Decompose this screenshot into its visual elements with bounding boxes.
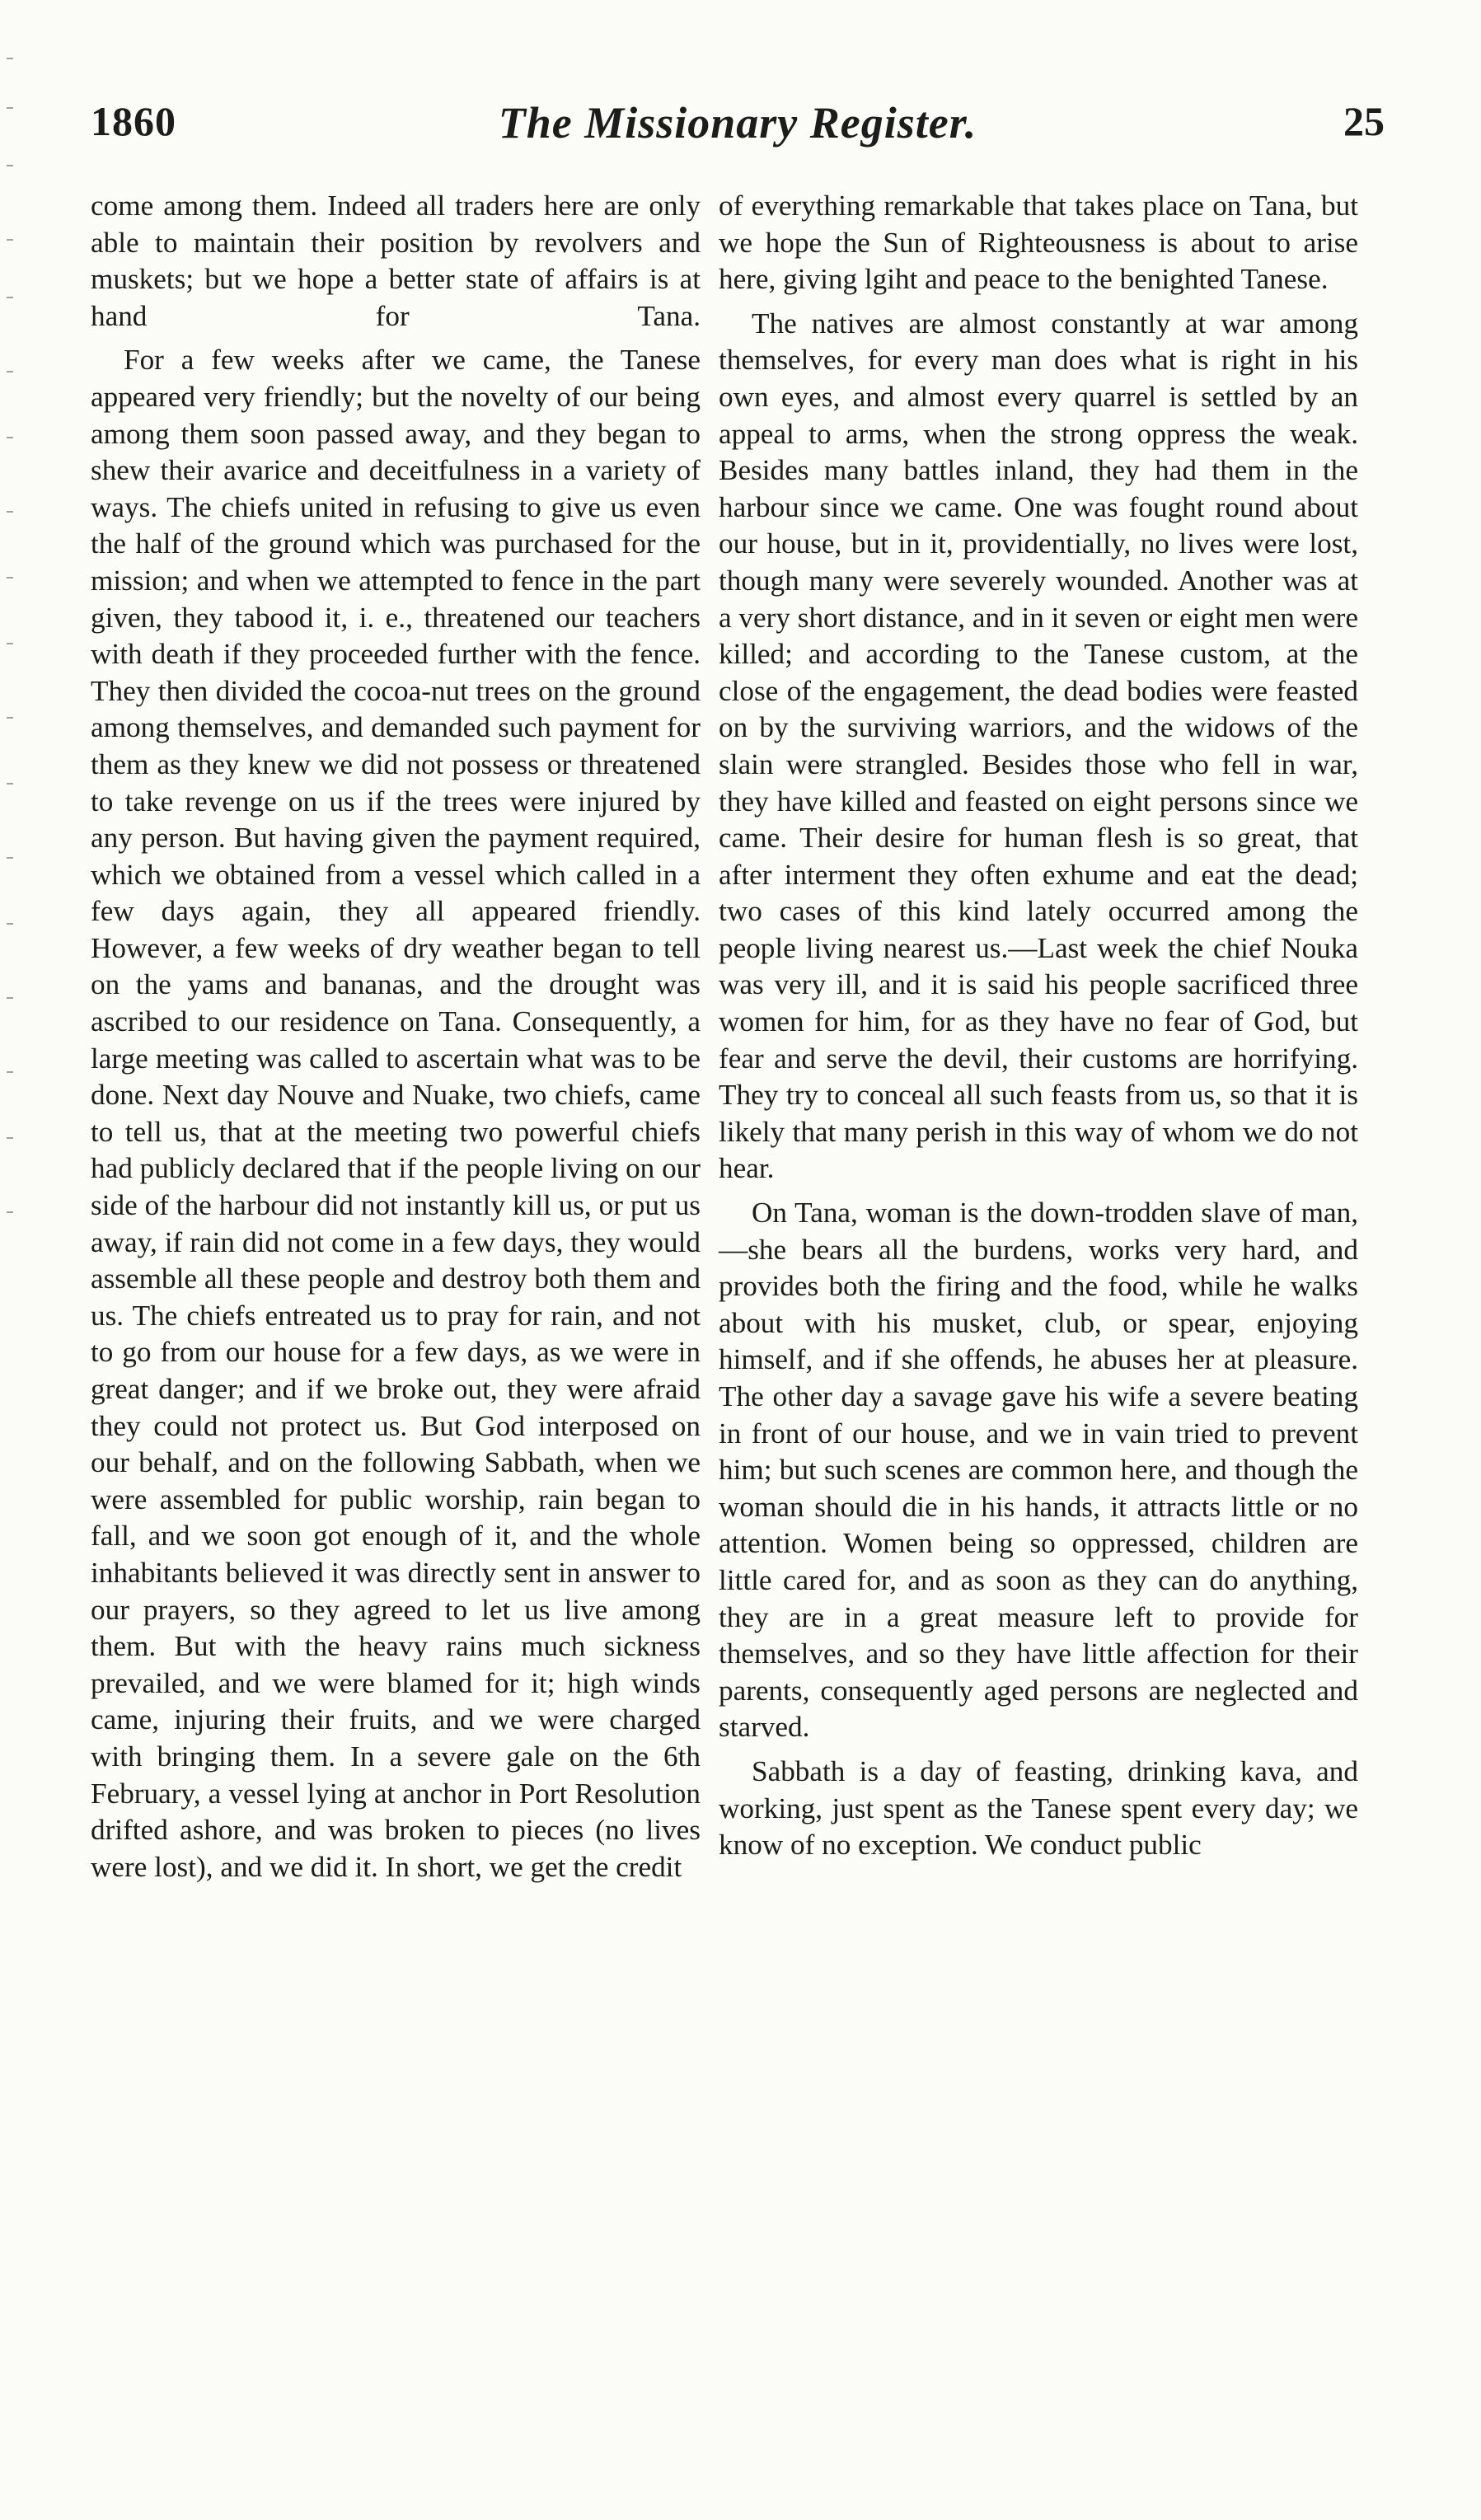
header-title: The Missionary Register. [498,98,977,148]
binding-gutter-marks [7,49,40,2439]
right-paragraph-2: The natives are almost constantly at war among themselves, for every man does what is right in his own eyes, and almost every quarrel is settled by an appeal to arms, when the strong oppress the weak. Besides many battles inland, they had them in the harbour since we came. One was fought round about our house, but in it, providentially, no lives were lost, though many were severely wounded. Another was at a very short distance, and in it seven or eight men were killed; and according to the Tanese custom, at the close of the engagement, the dead bodies were feasted on by the surviving warriors, and the widows of the slain were strangled. Besides those who fell in war, they have killed and feasted on eight persons since we came. Their desire for human flesh is so great, that after interment they often exhume and eat the dead; two cases of this kind lately occurred among the people living nearest us.—Last week the chief Nouka was very ill, and it is said his people sacrificed three women for him, for as they have no fear of God, but fear and serve the devil, their customs are horrifying. They try to conceal all such feasts from us, so that it is likely that many perish in this way of whom we do not hear. [719,307,1358,1185]
running-header [91,97,1385,163]
right-paragraph-1: of everything remarkable that takes place on Tana, but we hope the Sun of Righteousness is about to arise here, giving lgiht and peace to the benighted Tanese. [719,190,1358,296]
header-year: 1860 [91,98,176,144]
right-paragraph-4: Sabbath is a day of feasting, drinking kava, and working, just spent as the Tanese spent every day; we know of no exception. We conduct public [719,1754,1358,1862]
left-column [91,188,701,1893]
left-paragraph-2: For a few weeks after we came, the Tanese appeared very friendly; but the novelty of our being among them soon passed away, and they began to shew their avarice and deceitfulness in a variety of ways. The chiefs united in refusing to give us even the half of the ground which was purchased for the mission; and when we attempted to fence in the part given, they tabood it, i. e., threatened our teachers with death if they proceeded further with the fence. They then divided the cocoa-nut trees on the ground among themselves, and demanded such payment for them as they knew we did not possess or threatened to take revenge on us if the trees were injured by any person. But having given the payment required, which we obtained from a vessel which called in a few days again, they all appeared friendly. However, a few weeks of dry weather began to tell on the yams and bananas, and the drought was ascribed to our residence on Tana. Consequently, a large meeting was called to ascertain what was to be done. Next day Nouve and Nuake, two chiefs, came to tell us, that at the meeting two powerful chiefs had publicly declared that if the people living on our side of the harbour did not instantly kill us, or put us away, if rain did not come in a few days, they would assemble all these people and destroy both them and us. The chiefs entreated us to pray for rain, and not to go from our house for a few days, as we were in great danger; and if we broke out, they were afraid they could not protect us. But God interposed on our behalf, and on the following Sabbath, when we were assembled for public worship, rain began to fall, and we soon got enough of it, and the whole inhabitants believed it was directly sent in answer to our prayers, so they agreed to let us live among them. But with the heavy rains much sickness prevailed, and we were blamed for it; high winds came, injuring their fruits, and we were charged with bringing them. In a severe gale on the 6th February, a vessel lying at anchor in Port Resolution drifted ashore, and was broken to pieces (no lives were lost), and we did it. In short, we get the credit [91,344,701,1883]
right-paragraph-3: On Tana, woman is the down-trodden slave of man,—she bears all the burdens, works very hard, and provides both the firing and the food, while he walks about with his musket, club, or spear, enjoying himself, and if she offends, he abuses her at pleasure. The other day a savage gave his wife a severe beating in front of our house, and we in vain tried to prevent him; but such scenes are common here, and though the woman should die in his hands, it attracts little or no attention. Women being so oppressed, children are little cared for, and as soon as they can do anything, they are in a great measure left to provide for themselves, and so they have little affection for their parents, consequently aged persons are neglected and starved. [719,1197,1358,1744]
right-column [719,188,1358,1871]
left-paragraph-1: come among them. Indeed all traders here are only able to maintain their position by revolvers and muskets; but we hope a better state of affairs is at hand for Tana. [91,190,701,332]
page-number: 25 [1343,98,1385,144]
